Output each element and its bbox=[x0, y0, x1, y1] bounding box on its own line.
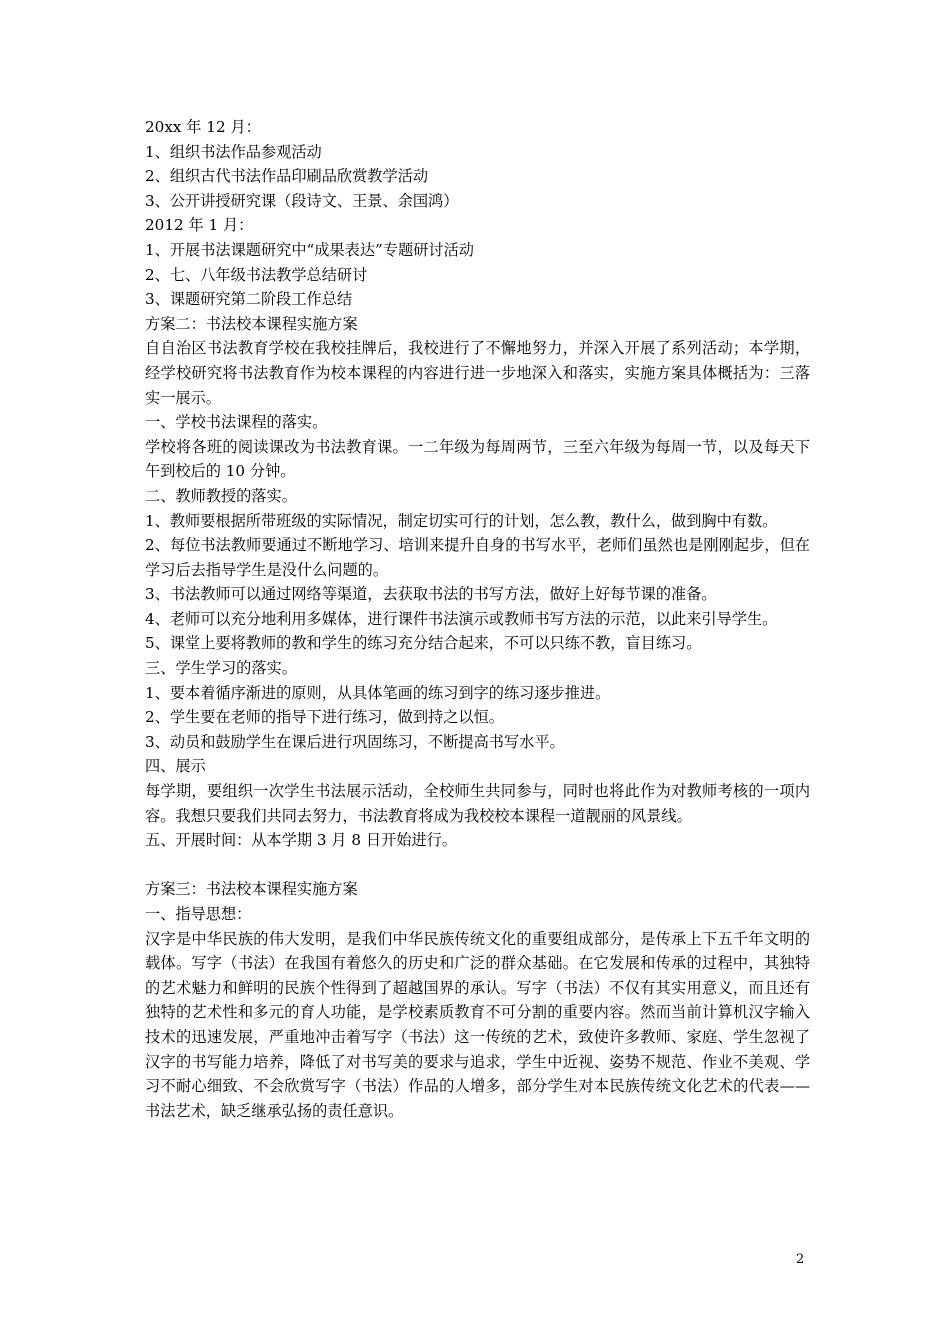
blank-line bbox=[145, 853, 810, 878]
paragraph: 1、要本着循序渐进的原则，从具体笔画的练习到字的练习逐步推进。 bbox=[145, 683, 611, 702]
paragraph: 汉字是中华民族的伟大发明，是我们中华民族传统文化的重要组成部分，是传承上下五千年文明的载体。写字（书法）在我国有着悠久的历史和广泛的群众基础。在它发展和传承的过程中，其独特的艺术魅力和鲜明的民族个性得到了超越国界的承认。写字（书法）不仅有其实用意义，而且还有独特的艺术性和多元的育人功能，是学校素质教育不可分割的重要内容。然而当前计算机汉字输入技术的迅速发展，严重地冲击着写字（书法）这一传统的艺术，致使许多教师、家庭、学生忽视了汉字的书写能力培养，降低了对书写美的要求与追求，学生中近视、姿势不规范、作业不美观、学习不耐心细致、不会欣赏写字（书法）作品的人增多，部分学生对本民族传统文化艺术的代表——书法艺术，缺乏继承弘扬的责任意识。 bbox=[145, 929, 810, 1120]
section-heading: 二、教师教授的落实。 bbox=[145, 486, 297, 505]
text-line: 1、组织书法作品参观活动 bbox=[145, 142, 322, 161]
text-line: 20xx 年 12 月： bbox=[145, 118, 261, 136]
text-line: 2、组织古代书法作品印刷品欣赏教学活动 bbox=[145, 167, 429, 186]
paragraph: 2、每位书法教师要通过不断地学习、培训来提升自身的书写水平，老师们虽然也是刚刚起步，但在学习后去指导学生是没什么问题的。 bbox=[145, 536, 810, 579]
text-line: 3、课题研究第二阶段工作总结 bbox=[145, 290, 353, 309]
text-line: 3、公开讲授研究课（段诗文、王景、余国鸿） bbox=[145, 191, 459, 210]
section-heading: 一、学校书法课程的落实。 bbox=[145, 413, 328, 432]
document-body bbox=[145, 115, 810, 1123]
paragraph: 每学期，要组织一次学生书法展示活动，全校师生共同参与，同时也将此作为对教师考核的一项内容。我想只要我们共同去努力，书法教育将成为我校校本课程一道靓丽的风景线。 bbox=[145, 782, 810, 825]
paragraph: 5、课堂上要将教师的教和学生的练习充分结合起来，不可以只练不教，盲目练习。 bbox=[145, 634, 702, 653]
text-line: 2012 年 1 月： bbox=[145, 216, 254, 235]
page-number: 2 bbox=[796, 1252, 805, 1267]
paragraph: 五、开展时间：从本学期 3 月 8 日开始进行。 bbox=[145, 831, 458, 850]
paragraph: 2、学生要在老师的指导下进行练习，做到持之以恒。 bbox=[145, 708, 504, 727]
paragraph: 自自治区书法教育学校在我校挂牌后，我校进行了不懈地努力，并深入开展了系列活动；本学期，经学校研究将书法教育作为校本课程的内容进行进一步地深入和落实，实施方案具体概括为：三落实一展示。 bbox=[145, 339, 810, 407]
section-heading: 一、指导思想： bbox=[145, 905, 252, 923]
section-heading: 方案三：书法校本课程实施方案 bbox=[145, 880, 358, 899]
text-line: 2、七、八年级书法教学总结研讨 bbox=[145, 265, 368, 284]
paragraph: 学校将各班的阅读课改为书法教育课。一二年级为每周两节，三至六年级为每周一节，以及每天下午到校后的 10 分钟。 bbox=[145, 437, 810, 481]
text-line: 1、开展书法课题研究中“成果表达”专题研讨活动 bbox=[145, 240, 474, 259]
paragraph: 1、教师要根据所带班级的实际情况，制定切实可行的计划，怎么教，教什么，做到胸中有数。 bbox=[145, 511, 778, 530]
section-heading: 方案二：书法校本课程实施方案 bbox=[145, 314, 358, 333]
paragraph: 4、老师可以充分地利用多媒体，进行课件书法演示或教师书写方法的示范，以此来引导学生。 bbox=[145, 609, 778, 628]
paragraph: 3、书法教师可以通过网络等渠道，去获取书法的书写方法，做好上好每节课的准备。 bbox=[145, 585, 717, 604]
section-heading: 四、展示 bbox=[145, 757, 206, 776]
paragraph: 3、动员和鼓励学生在课后进行巩固练习，不断提高书写水平。 bbox=[145, 732, 565, 751]
section-heading: 三、学生学习的落实。 bbox=[145, 659, 297, 678]
